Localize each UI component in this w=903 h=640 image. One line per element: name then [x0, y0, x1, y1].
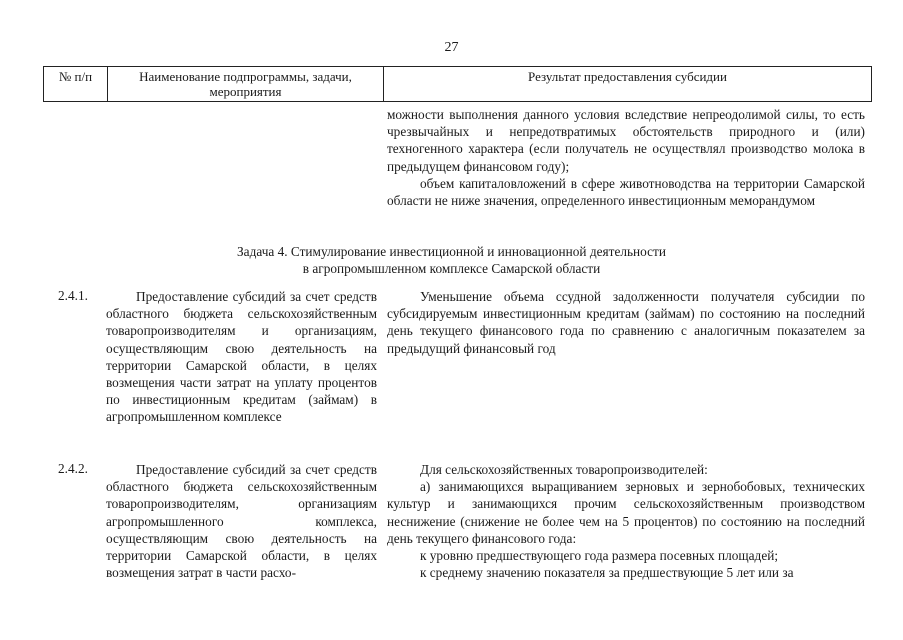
- page-number: 27: [444, 40, 459, 55]
- header-col-name: Наименование подпрограммы, задачи, мероприятия: [108, 67, 384, 101]
- row-number: 2.4.1.: [58, 288, 88, 303]
- task-heading-line: Задача 4. Стимулирование инвестиционной и инновационной деятельности: [237, 244, 666, 259]
- continuation-paragraph: можности выполнения данного условия вследствие непреодолимой силы, то есть чрезвычайных и непредотвратимых обстоятельств природного и (или) техногенного характера (если получатель не осуществлял производство молока в предыдущем финансовом году);: [387, 107, 865, 174]
- header-col-number: № п/п: [44, 67, 108, 101]
- row-result-paragraph: Для сельскохозяйственных товаропроизводителей:: [420, 462, 708, 477]
- row-number: 2.4.2.: [58, 461, 88, 476]
- row-name: [106, 461, 377, 581]
- task-heading-line: в агропромышленном комплексе Самарской области: [302, 261, 601, 277]
- row-result-paragraph: к среднему значению показателя за предшествующие 5 лет или за: [420, 565, 794, 581]
- continuation-text: [387, 106, 865, 209]
- continuation-paragraph: объем капиталовложений в сфере животноводства на территории Самарской области не ниже значения, определенного инвестиционным меморандумом: [387, 175, 865, 209]
- row-name-text: Предоставление субсидий за счет средств областного бюджета сельскохозяйственным товаропроизводителям, организациям агропромышленного комплекса, осуществляющим свою деятельность на территории Самарской области, в целях возмещения затрат в части расхо-: [106, 462, 377, 581]
- row-result: [387, 461, 865, 581]
- header-col-result: Результат предоставления субсидии: [528, 69, 727, 84]
- row-result-paragraph: к уровню предшествующего года размера посевных площадей;: [420, 548, 779, 564]
- row-name: [106, 288, 377, 426]
- row-result: [387, 288, 865, 357]
- row-name-text: Предоставление субсидий за счет средств областного бюджета сельскохозяйственным товаропроизводителям и организациям, осуществляющим свою деятельность на территории Самарской области, в целях возмещения части затрат на уплату процентов по инвестиционным кредитам (займам) в агропромышленном комплексе: [106, 289, 377, 425]
- row-result-paragraph: а) занимающихся выращиванием зерновых и зернобобовых, технических культур и занимающихся прочим сельскохозяйственным производством неснижение (снижение не более чем на 5 процентов) по состоянию на последний день текущего финансового года:: [387, 479, 865, 546]
- table-header: [43, 66, 872, 102]
- row-result-paragraph: Уменьшение объема ссудной задолженности получателя субсидии по субсидируемым инвестиционным кредитам (займам) по состоянию на последний день текущего финансового года по сравнению с аналогичным показателем за предыдущий финансовый год: [387, 289, 865, 356]
- task-heading: [0, 243, 903, 277]
